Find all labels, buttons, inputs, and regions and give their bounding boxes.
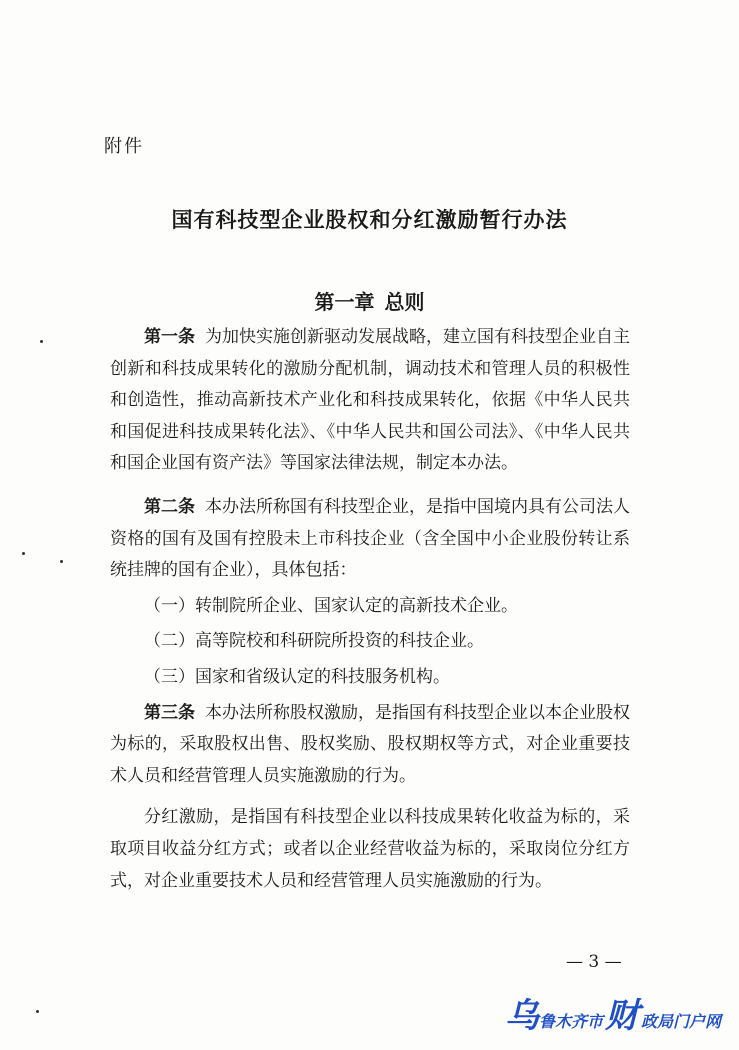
list-item: （一）转制院所企业、国家认定的高新技术企业。 [144, 595, 518, 616]
watermark-part: 乌 [505, 996, 537, 1036]
dividend-paragraph: 分红激励，是指国有科技型企业以科技成果转化收益为标的，采取项目收益分红方式；或者以企业经营收益为标的，采取岗位分红方式，对企业重要技术人员和经营管理人员实施激励的行为。 [110, 807, 630, 891]
scan-speck [60, 560, 63, 563]
list-item: （三）国家和省级认定的科技服务机构。 [144, 666, 450, 687]
article-2 [110, 492, 630, 587]
chapter-name: 总则 [384, 290, 425, 314]
document-title: 国有科技型企业股权和分红激励暂行办法 [171, 208, 568, 232]
watermark-part: 财 [605, 996, 640, 1036]
article-text: 本办法所称股权激励，是指国有科技型企业以本企业股权为标的，采取股权出售、股权奖励、股权期权等方式，对企业重要技术人员和经营管理人员实施激励的行为。 [110, 702, 630, 786]
scan-speck [40, 340, 43, 343]
article-3 [110, 698, 630, 793]
watermark-part: 鲁木齐市 [539, 1012, 604, 1031]
scan-speck [22, 552, 25, 555]
article-1 [110, 322, 630, 480]
site-watermark-logo [505, 988, 721, 1037]
article-text: 为加快实施创新驱动发展战略，建立国有科技型企业自主创新和科技成果转化的激励分配机制，调动技术和管理人员的积极性和创造性，推动高新技术产业化和科技成果转化，依据《中华人民共和国促进科技成果转化法》、《中华人民共和国公司法》、《中华人民共和国企业国有资产法》等国家法律法规，制定本办法。 [110, 327, 630, 474]
attachment-label: 附件 [104, 136, 144, 157]
chapter-heading [0, 286, 739, 315]
article-text: 本办法所称国有科技型企业，是指中国境内具有公司法人资格的国有及国有控股未上市科技企业（含全国中小企业股份转让系统挂牌的国有企业），具体包括： [110, 496, 630, 581]
article-number: 第二条 [144, 496, 195, 517]
article-number: 第三条 [144, 702, 195, 723]
scan-speck [36, 1010, 39, 1013]
watermark-part: 政局门户网 [641, 1012, 722, 1031]
chapter-number: 第一章 [314, 290, 375, 314]
page-number: — 3 — [566, 952, 622, 972]
document-body [110, 322, 630, 897]
article-number: 第一条 [144, 327, 195, 347]
list-item: （二）高等院校和科研院所投资的科技企业。 [144, 631, 484, 652]
